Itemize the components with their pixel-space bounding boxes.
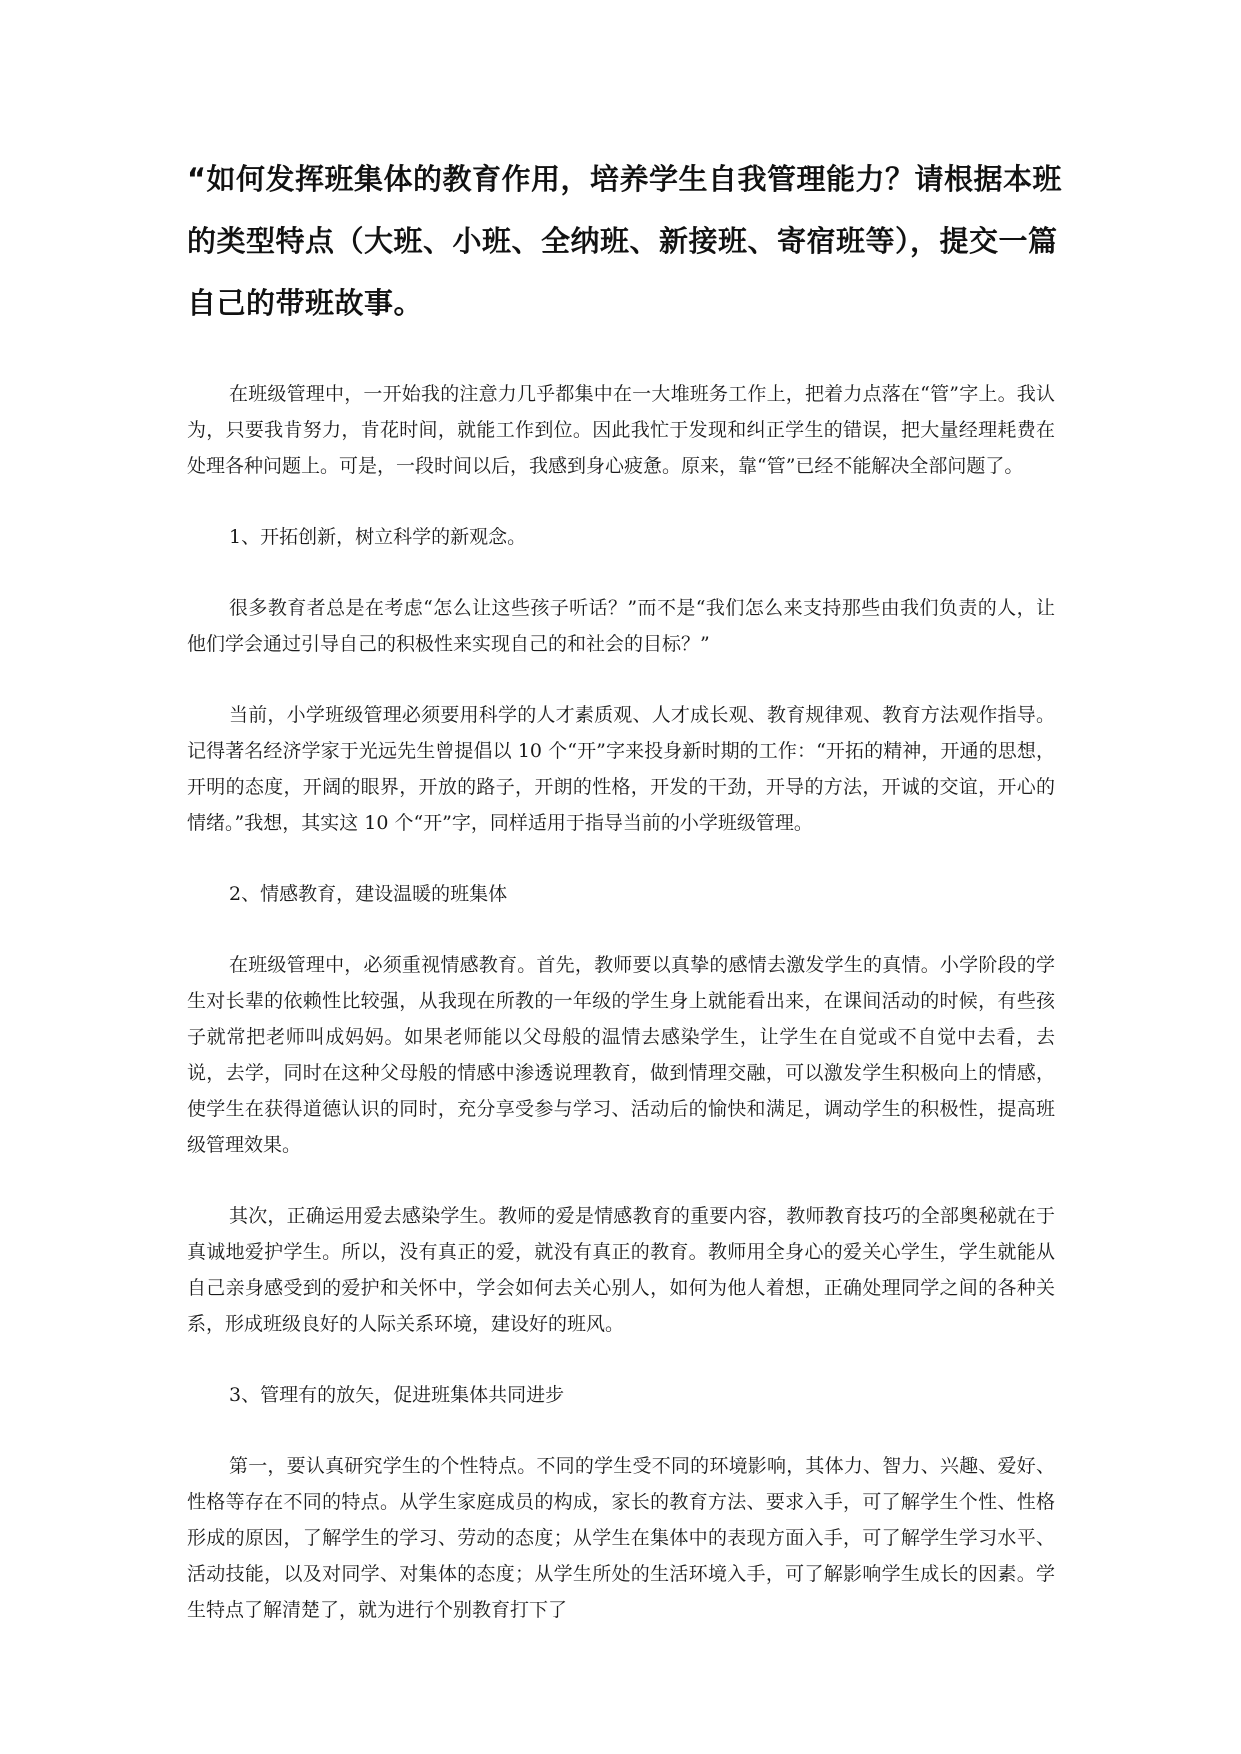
section-heading-2: 2、情感教育，建设温暖的班集体 [229, 883, 508, 905]
paragraph-intro: 在班级管理中，一开始我的注意力几乎都集中在一大堆班务工作上，把着力点落在“管”字上。我认为，只要我肯努力，肯花时间，就能工作到位。因此我忙于发现和纠正学生的错误，把大量经理耗费在处理各种问题上。可是，一段时间以后，我感到身心疲惫。原来，靠“管”已经不能解决全部问题了。 [187, 383, 1055, 477]
paragraph: 当前，小学班级管理必须要用科学的人才素质观、人才成长观、教育规律观、教育方法观作指导。记得著名经济学家于光远先生曾提倡以 10 个“开”字来投身新时期的工作：“开拓的精神，开通的思想，开明的态度，开阔的眼界，开放的路子，开朗的性格，开发的干劲，开导的方法，开诚的交谊，开心的情绪。”我想，其实这 10 个“开”字，同样适用于指导当前的小学班级管理。 [187, 704, 1055, 834]
document-body [187, 376, 1055, 1663]
paragraph: 第一，要认真研究学生的个性特点。不同的学生受不同的环境影响，其体力、智力、兴趣、爱好、性格等存在不同的特点。从学生家庭成员的构成，家长的教育方法、要求入手，可了解学生个性、性格形成的原因，了解学生的学习、劳动的态度；从学生在集体中的表现方面入手，可了解学生学习水平、活动技能，以及对同学、对集体的态度；从学生所处的生活环境入手，可了解影响学生成长的因素。学生特点了解清楚了，就为进行个别教育打下了 [187, 1455, 1055, 1621]
section-heading-3: 3、管理有的放矢，促进班集体共同进步 [229, 1384, 565, 1406]
paragraph: 很多教育者总是在考虑“怎么让这些孩子听话？”而不是“我们怎么来支持那些由我们负责的人，让他们学会通过引导自己的积极性来实现自己的和社会的目标？” [187, 597, 1055, 655]
paragraph: 其次，正确运用爱去感染学生。教师的爱是情感教育的重要内容，教师教育技巧的全部奥秘就在于真诚地爱护学生。所以，没有真正的爱，就没有真正的教育。教师用全身心的爱关心学生，学生就能从自己亲身感受到的爱护和关怀中，学会如何去关心别人，如何为他人着想，正确处理同学之间的各种关系，形成班级良好的人际关系环境，建设好的班风。 [187, 1205, 1055, 1335]
document-title: “如何发挥班集体的教育作用，培养学生自我管理能力？请根据本班的类型特点（大班、小班、全纳班、新接班、寄宿班等），提交一篇自己的带班故事。 [187, 162, 1063, 320]
section-heading-1: 1、开拓创新，树立科学的新观念。 [229, 526, 527, 548]
paragraph: 在班级管理中，必须重视情感教育。首先，教师要以真挚的感情去激发学生的真情。小学阶段的学生对长辈的依赖性比较强，从我现在所教的一年级的学生身上就能看出来，在课间活动的时候，有些孩子就常把老师叫成妈妈。如果老师能以父母般的温情去感染学生，让学生在自觉或不自觉中去看，去说，去学，同时在这种父母般的情感中渗透说理教育，做到情理交融，可以激发学生积极向上的情感，使学生在获得道德认识的同时，充分享受参与学习、活动后的愉快和满足，调动学生的积极性，提高班级管理效果。 [187, 954, 1055, 1156]
